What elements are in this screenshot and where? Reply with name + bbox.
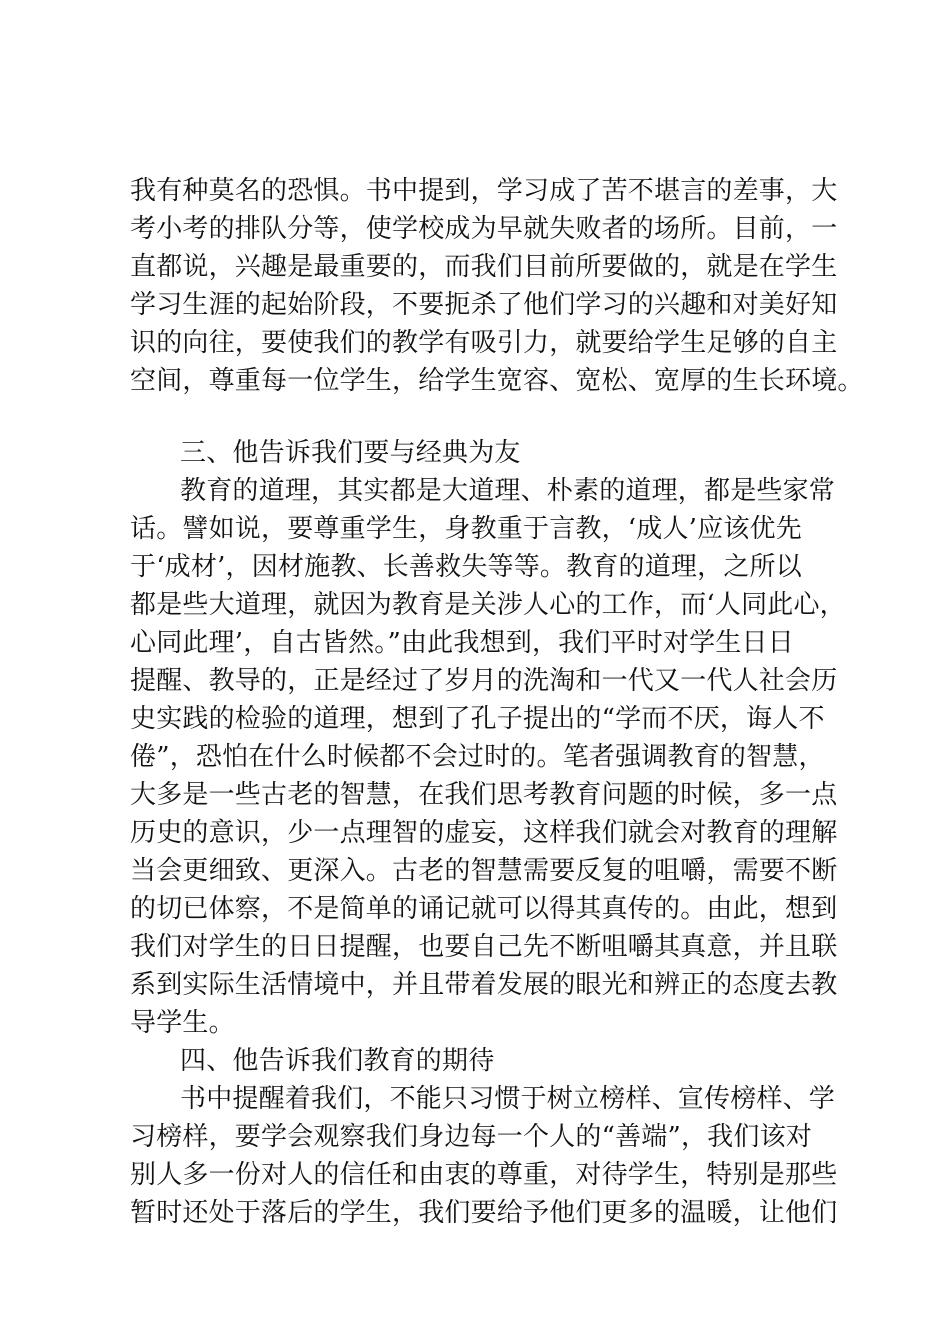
text-line: 别人多一份对人的信任和由衷的尊重，对待学生，特别是那些 — [130, 1160, 838, 1190]
text-line: 空间，尊重每一位学生，给学生宽容、宽松、宽厚的生长环境。 — [130, 366, 864, 396]
text-line: 的切已体察，不是简单的诵记就可以得其真传的。由此，想到 — [130, 894, 838, 924]
text-line: 识的向往，要使我们的教学有吸引力，就要给学生足够的自主 — [130, 328, 838, 358]
text-line: 我们对学生的日日提醒，也要自己先不断咀嚼其真意，并且联 — [130, 932, 838, 962]
section-heading-3: 三、他告诉我们要与经典为友 — [180, 438, 521, 468]
text-line: 当会更细致、更深入。古老的智慧需要反复的咀嚼，需要不断 — [130, 856, 838, 886]
text-line: 书中提醒着我们，不能只习惯于树立榜样、宣传榜样、学 — [180, 1084, 836, 1114]
text-line: 历史的意识，少一点理智的虚妄，这样我们就会对教育的理解 — [130, 818, 838, 848]
text-line: 心同此理’，自古皆然。”由此我想到，我们平时对学生日日 — [130, 628, 794, 658]
text-line: 习榜样，要学会观察我们身边每一个人的“善端”，我们该对 — [130, 1122, 812, 1152]
text-line: 提醒、教导的，正是经过了岁月的洗淘和一代又一代人社会历 — [130, 666, 838, 696]
text-line: 我有种莫名的恐惧。书中提到，学习成了苦不堪言的差事，大 — [130, 176, 838, 206]
text-line: 直都说，兴趣是最重要的，而我们目前所要做的，就是在学生 — [130, 252, 838, 282]
text-line: 系到实际生活情境中，并且带着发展的眼光和辨正的态度去教 — [130, 970, 838, 1000]
text-line: 导学生。 — [130, 1008, 235, 1038]
text-line: 大多是一些古老的智慧，在我们思考教育问题的时候，多一点 — [130, 780, 838, 810]
text-line: 教育的道理，其实都是大道理、朴素的道理，都是些家常 — [180, 476, 836, 506]
text-line: 话。譬如说，要尊重学生，身教重于言教，‘成人’应该优先 — [130, 514, 802, 544]
text-line: 倦”，恐怕在什么时候都不会过时的。笔者强调教育的智慧， — [130, 742, 825, 772]
text-line: 史实践的检验的道理，想到了孔子提出的“学而不厌，诲人不 — [130, 704, 825, 734]
text-line: 学习生涯的起始阶段，不要扼杀了他们学习的兴趣和对美好知 — [130, 290, 838, 320]
text-line: 于‘成材’，因材施教、长善救失等等。教育的道理，之所以 — [130, 552, 802, 582]
text-line: 考小考的排队分等，使学校成为早就失败者的场所。目前，一 — [130, 214, 838, 244]
text-line: 都是些大道理，就因为教育是关涉人心的工作，而‘人同此心， — [130, 590, 846, 620]
text-line: 暂时还处于落后的学生，我们要给予他们更多的温暖，让他们 — [130, 1198, 838, 1228]
section-heading-4: 四、他告诉我们教育的期待 — [180, 1046, 495, 1076]
